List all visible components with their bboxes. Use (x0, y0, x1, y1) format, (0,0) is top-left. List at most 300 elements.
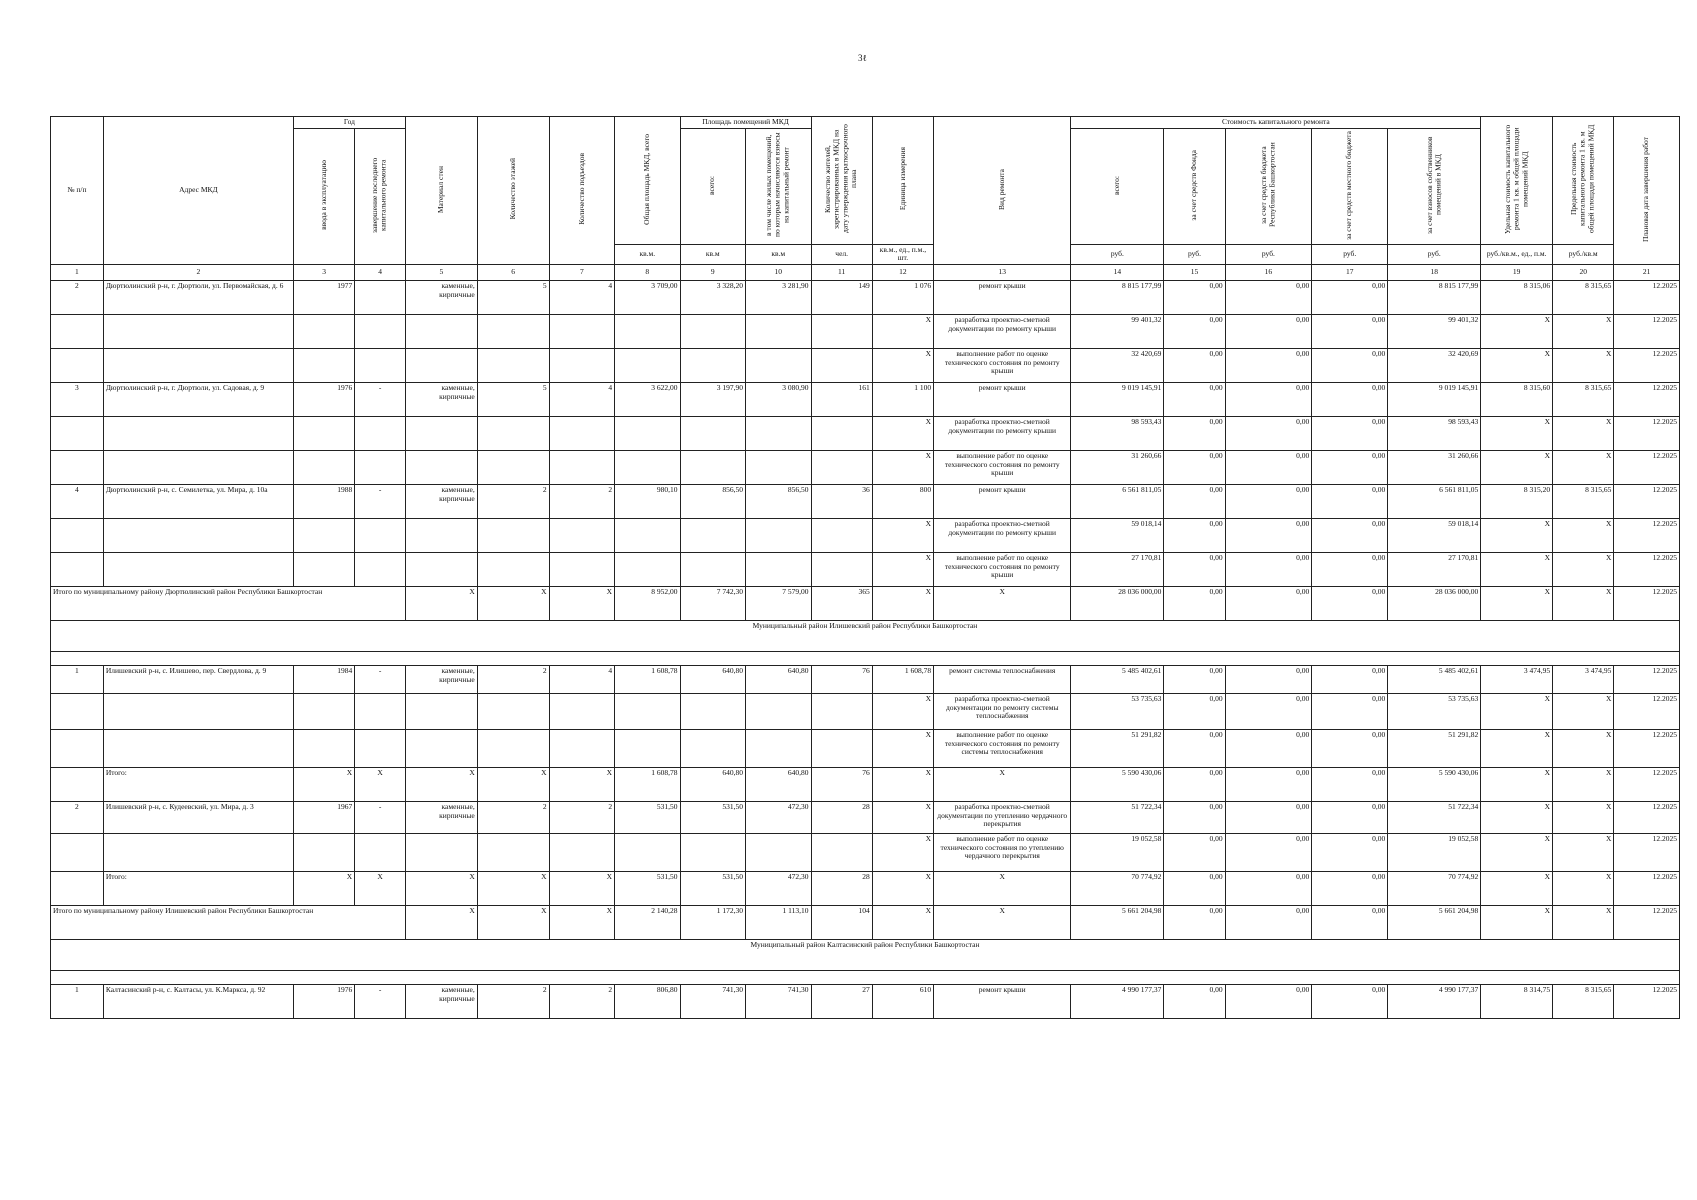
cell-c20: 3 474,95 (1553, 665, 1614, 693)
cell-wall: X (405, 871, 477, 905)
header-floors: Количество этажей (477, 117, 549, 265)
cell-n (51, 833, 104, 871)
column-number: 12 (872, 264, 933, 280)
cell-d: 12.2025 (1614, 801, 1680, 833)
cell-wall (405, 729, 477, 767)
cell-p: 104 (811, 905, 872, 939)
cell-c15: 0,00 (1164, 871, 1225, 905)
cell-d: 12.2025 (1614, 416, 1680, 450)
cell-c19: X (1481, 450, 1553, 484)
cell-a9 (680, 450, 745, 484)
cell-y1 (293, 833, 354, 871)
cell-u: 1 076 (872, 280, 933, 314)
cell-c17: 0,00 (1312, 484, 1388, 518)
column-number: 4 (355, 264, 406, 280)
cell-y2: - (355, 484, 406, 518)
table-row (51, 382, 1680, 416)
cell-c18: 70 774,92 (1388, 871, 1481, 905)
cell-wall: X (405, 905, 477, 939)
cell-a10 (746, 518, 812, 552)
cell-en: X (549, 871, 614, 905)
cell-d: 12.2025 (1614, 518, 1680, 552)
table-header (51, 117, 1680, 281)
cell-c16: 0,00 (1225, 450, 1312, 484)
cell-a10: 741,30 (746, 984, 812, 1018)
cell-c18: 32 420,69 (1388, 348, 1481, 382)
cell-wall (405, 518, 477, 552)
cell-a10: 640,80 (746, 665, 812, 693)
table-row (51, 518, 1680, 552)
cell-a9 (680, 416, 745, 450)
cell-a8: 3 709,00 (615, 280, 680, 314)
cell-a9 (680, 552, 745, 586)
cell-c16: 0,00 (1225, 729, 1312, 767)
cell-en: 4 (549, 280, 614, 314)
cell-d: 12.2025 (1614, 984, 1680, 1018)
cell-en: 4 (549, 665, 614, 693)
cell-c14: 28 036 000,00 (1071, 586, 1164, 620)
cell-c14: 59 018,14 (1071, 518, 1164, 552)
cell-a8: 8 952,00 (615, 586, 680, 620)
cell-a8: 531,50 (615, 871, 680, 905)
cell-p: 27 (811, 984, 872, 1018)
section-title: Муниципальный район Калтасинский район Республики Башкортостан (51, 939, 1680, 970)
unit-r18: руб. (1388, 244, 1481, 264)
unit-r20: руб./кв.м (1553, 244, 1614, 264)
column-number: 8 (615, 264, 680, 280)
cell-a9: 640,80 (680, 767, 745, 801)
cell-c15: 0,00 (1164, 348, 1225, 382)
cell-en: 2 (549, 484, 614, 518)
cell-c17: 0,00 (1312, 314, 1388, 348)
column-number: 9 (680, 264, 745, 280)
cell-c20: X (1553, 450, 1614, 484)
cell-y2 (355, 348, 406, 382)
header-limit-cost: Предельная стоимость капитального ремонта 1 кв. м общей площади помещений МКД (1553, 117, 1614, 245)
cell-n (51, 416, 104, 450)
column-number: 3 (293, 264, 354, 280)
cell-w: выполнение работ по оценке технического состояния по ремонту крыши (934, 552, 1071, 586)
cell-en (549, 518, 614, 552)
cell-n (51, 314, 104, 348)
table-row (51, 801, 1680, 833)
cell-c18: 6 561 811,05 (1388, 484, 1481, 518)
column-number: 2 (103, 264, 293, 280)
cell-a9: 1 172,30 (680, 905, 745, 939)
cell-c16: 0,00 (1225, 314, 1312, 348)
cell-c18: 19 052,58 (1388, 833, 1481, 871)
cell-en: X (549, 767, 614, 801)
cell-y2: X (355, 767, 406, 801)
column-number: 19 (1481, 264, 1553, 280)
cell-u: X (872, 314, 933, 348)
column-number: 15 (1164, 264, 1225, 280)
cell-en (549, 450, 614, 484)
column-number: 21 (1614, 264, 1680, 280)
section-kaltasy (51, 939, 1680, 970)
cell-c16: 0,00 (1225, 348, 1312, 382)
cell-y2 (355, 833, 406, 871)
cell-a8 (615, 314, 680, 348)
cell-c15: 0,00 (1164, 833, 1225, 871)
cell-fl (477, 518, 549, 552)
cell-p (811, 552, 872, 586)
header-fund: за счет средств Фонда (1164, 129, 1225, 245)
cell-c20: 8 315,65 (1553, 382, 1614, 416)
cell-c15: 0,00 (1164, 484, 1225, 518)
cell-c20: X (1553, 586, 1614, 620)
cell-c20: X (1553, 693, 1614, 729)
cell-w: ремонт крыши (934, 984, 1071, 1018)
district-total-label: Итого по муниципальному району Дюртюлинский район Республики Башкортостан (51, 586, 406, 620)
cell-a10: 640,80 (746, 767, 812, 801)
cell-u: X (872, 552, 933, 586)
cell-en (549, 348, 614, 382)
cell-c18: 5 485 402,61 (1388, 665, 1481, 693)
cell-c20: X (1553, 348, 1614, 382)
cell-a8 (615, 552, 680, 586)
cell-c17: 0,00 (1312, 833, 1388, 871)
cell-w: разработка проектно-сметной документации по ремонту крыши (934, 314, 1071, 348)
cell-u: X (872, 416, 933, 450)
cell-u: X (872, 871, 933, 905)
cell-c16: 0,00 (1225, 871, 1312, 905)
cell-p: 76 (811, 767, 872, 801)
cell-c16: 0,00 (1225, 280, 1312, 314)
cell-c17: 0,00 (1312, 871, 1388, 905)
cell-w: разработка проектно-сметной документации по ремонту системы теплоснабжения (934, 693, 1071, 729)
cell-c14: 31 260,66 (1071, 450, 1164, 484)
cell-c15: 0,00 (1164, 905, 1225, 939)
cell-d: 12.2025 (1614, 348, 1680, 382)
cell-p (811, 693, 872, 729)
cell-c17: 0,00 (1312, 905, 1388, 939)
cell-c19: X (1481, 905, 1553, 939)
cell-y1: 1976 (293, 382, 354, 416)
cell-n (51, 693, 104, 729)
cell-d: 12.2025 (1614, 280, 1680, 314)
cell-c15: 0,00 (1164, 314, 1225, 348)
cell-c20: 8 315,65 (1553, 984, 1614, 1018)
column-numbers-row (51, 264, 1680, 280)
cell-p: 28 (811, 871, 872, 905)
cell-a9: 531,50 (680, 801, 745, 833)
cell-u: X (872, 450, 933, 484)
cell-c20: 8 315,65 (1553, 484, 1614, 518)
cell-a8: 1 608,78 (615, 665, 680, 693)
cell-u: 1 100 (872, 382, 933, 416)
cell-fl: 5 (477, 280, 549, 314)
header-address: Адрес МКД (103, 117, 293, 265)
cell-a9 (680, 314, 745, 348)
column-number: 11 (811, 264, 872, 280)
cell-a9: 7 742,30 (680, 586, 745, 620)
cell-c18: 53 735,63 (1388, 693, 1481, 729)
cell-p (811, 314, 872, 348)
cell-a10 (746, 552, 812, 586)
cell-p: 365 (811, 586, 872, 620)
table-row (51, 871, 1680, 905)
cell-y1 (293, 693, 354, 729)
cell-w: ремонт крыши (934, 382, 1071, 416)
unit-area9: кв.м (680, 244, 745, 264)
cell-y1: 1976 (293, 984, 354, 1018)
cell-c14: 51 722,34 (1071, 801, 1164, 833)
cell-c15: 0,00 (1164, 416, 1225, 450)
cell-a10 (746, 450, 812, 484)
header-deadline: Плановая дата завершения работ (1614, 117, 1680, 265)
cell-c16: 0,00 (1225, 382, 1312, 416)
cell-en: 2 (549, 801, 614, 833)
cell-y1 (293, 518, 354, 552)
cell-a8: 3 622,00 (615, 382, 680, 416)
column-number: 20 (1553, 264, 1614, 280)
cell-u: X (872, 767, 933, 801)
cell-p: 76 (811, 665, 872, 693)
cell-c18: 99 401,32 (1388, 314, 1481, 348)
cell-c17: 0,00 (1312, 416, 1388, 450)
cell-p (811, 729, 872, 767)
unit-area10: кв.м (746, 244, 812, 264)
cell-n (51, 729, 104, 767)
cell-y1 (293, 348, 354, 382)
cell-c14: 5 590 430,06 (1071, 767, 1164, 801)
table-row (51, 416, 1680, 450)
cell-c19: X (1481, 314, 1553, 348)
cell-addr: Итого: (103, 767, 293, 801)
column-number: 16 (1225, 264, 1312, 280)
cell-wall (405, 833, 477, 871)
cell-en (549, 314, 614, 348)
cell-c18: 51 291,82 (1388, 729, 1481, 767)
cell-y2 (355, 693, 406, 729)
cell-c19: 8 315,20 (1481, 484, 1553, 518)
cell-c20: X (1553, 801, 1614, 833)
cell-w: выполнение работ по оценке технического состояния по ремонту системы теплоснабжения (934, 729, 1071, 767)
cell-p (811, 416, 872, 450)
cell-c14: 19 052,58 (1071, 833, 1164, 871)
cell-c16: 0,00 (1225, 833, 1312, 871)
cell-y1: X (293, 871, 354, 905)
cell-a8 (615, 693, 680, 729)
cell-wall (405, 314, 477, 348)
cell-c18: 51 722,34 (1388, 801, 1481, 833)
cell-p (811, 348, 872, 382)
cell-p: 161 (811, 382, 872, 416)
cell-c16: 0,00 (1225, 484, 1312, 518)
unit-r15: руб. (1164, 244, 1225, 264)
cell-p (811, 450, 872, 484)
column-number: 10 (746, 264, 812, 280)
cell-d: 12.2025 (1614, 484, 1680, 518)
cell-fl (477, 552, 549, 586)
cell-y1: 1988 (293, 484, 354, 518)
cell-addr: Илишевский р-н, с. Илишево, пер. Свердлова, д. 9 (103, 665, 293, 693)
spacer-row (51, 970, 1680, 984)
cell-c20: X (1553, 905, 1614, 939)
cell-n: 4 (51, 484, 104, 518)
column-number: 13 (934, 264, 1071, 280)
district-total-row (51, 905, 1680, 939)
cell-d: 12.2025 (1614, 586, 1680, 620)
cell-addr (103, 314, 293, 348)
cell-en (549, 833, 614, 871)
cell-c19: X (1481, 586, 1553, 620)
cell-wall (405, 348, 477, 382)
cell-c20: X (1553, 518, 1614, 552)
header-walls: Материал стен (405, 117, 477, 265)
table-row (51, 280, 1680, 314)
cell-c16: 0,00 (1225, 984, 1312, 1018)
cell-en (549, 693, 614, 729)
header-local: за счет средств местного бюджета (1312, 129, 1388, 245)
cell-en: 2 (549, 984, 614, 1018)
cell-y1 (293, 552, 354, 586)
header-work-type: Вид ремонта (934, 117, 1071, 265)
cell-n: 3 (51, 382, 104, 416)
cell-en (549, 552, 614, 586)
table-row (51, 348, 1680, 382)
cell-a10 (746, 693, 812, 729)
column-number: 5 (405, 264, 477, 280)
page-number: 3ℓ (858, 53, 867, 63)
cell-c19: 8 314,75 (1481, 984, 1553, 1018)
cell-a8: 980,10 (615, 484, 680, 518)
cell-wall: каменные, кирпичные (405, 665, 477, 693)
cell-w: X (934, 767, 1071, 801)
cell-fl: X (477, 871, 549, 905)
cell-w: разработка проектно-сметной документации по утеплению чердачного перекрытия (934, 801, 1071, 833)
cell-c17: 0,00 (1312, 801, 1388, 833)
cell-w: X (934, 586, 1071, 620)
cell-d: 12.2025 (1614, 665, 1680, 693)
cell-c14: 32 420,69 (1071, 348, 1164, 382)
cell-c17: 0,00 (1312, 382, 1388, 416)
cell-addr: Дюртюлинский р-н, г. Дюртюли, ул. Садовая, д. 9 (103, 382, 293, 416)
cell-fl (477, 450, 549, 484)
cell-c19: X (1481, 518, 1553, 552)
cell-y2 (355, 450, 406, 484)
cell-c19: X (1481, 348, 1553, 382)
cell-y1: 1984 (293, 665, 354, 693)
cell-n: 1 (51, 984, 104, 1018)
cell-fl: 2 (477, 484, 549, 518)
cell-addr (103, 833, 293, 871)
table-row (51, 693, 1680, 729)
cell-wall: каменные, кирпичные (405, 382, 477, 416)
header-total-area: Общая площадь МКД, всего (615, 117, 680, 245)
unit-unit: кв.м., ед., п.м., шт. (872, 244, 933, 264)
cell-w: ремонт крыши (934, 280, 1071, 314)
cell-c15: 0,00 (1164, 665, 1225, 693)
unit-r14: руб. (1071, 244, 1164, 264)
spacer-row (51, 651, 1680, 665)
cell-w: ремонт крыши (934, 484, 1071, 518)
cell-n (51, 767, 104, 801)
header-num: № п/п (51, 117, 104, 265)
cell-y2: - (355, 382, 406, 416)
cell-c14: 5 485 402,61 (1071, 665, 1164, 693)
cell-c17: 0,00 (1312, 729, 1388, 767)
cell-a8 (615, 450, 680, 484)
unit-r16: руб. (1225, 244, 1312, 264)
cell-u: X (872, 693, 933, 729)
cell-d: 12.2025 (1614, 729, 1680, 767)
cell-c19: X (1481, 693, 1553, 729)
cell-c18: 98 593,43 (1388, 416, 1481, 450)
cell-a10 (746, 729, 812, 767)
cell-a9: 531,50 (680, 871, 745, 905)
cell-c16: 0,00 (1225, 905, 1312, 939)
cell-c15: 0,00 (1164, 801, 1225, 833)
cell-c16: 0,00 (1225, 693, 1312, 729)
cell-wall (405, 693, 477, 729)
cell-u: X (872, 586, 933, 620)
cell-u: X (872, 905, 933, 939)
cell-wall: X (405, 586, 477, 620)
cell-d: 12.2025 (1614, 382, 1680, 416)
cell-y2 (355, 416, 406, 450)
cell-c19: X (1481, 767, 1553, 801)
spacer-cell (51, 970, 1680, 984)
cell-c14: 99 401,32 (1071, 314, 1164, 348)
cell-a8 (615, 833, 680, 871)
cell-a9: 741,30 (680, 984, 745, 1018)
cell-n (51, 450, 104, 484)
cell-a8 (615, 729, 680, 767)
cell-a9 (680, 833, 745, 871)
cell-a10: 472,30 (746, 801, 812, 833)
cell-c19: X (1481, 833, 1553, 871)
cell-d: 12.2025 (1614, 905, 1680, 939)
header-entrances: Количество подъездов (549, 117, 614, 265)
cell-c16: 0,00 (1225, 801, 1312, 833)
cell-c16: 0,00 (1225, 552, 1312, 586)
cell-y1 (293, 450, 354, 484)
cell-p: 28 (811, 801, 872, 833)
header-unit: Единица измерения (872, 117, 933, 245)
cell-c20: X (1553, 729, 1614, 767)
cell-d: 12.2025 (1614, 693, 1680, 729)
cell-c15: 0,00 (1164, 518, 1225, 552)
cell-c18: 9 019 145,91 (1388, 382, 1481, 416)
cell-a8: 806,80 (615, 984, 680, 1018)
cell-y1 (293, 416, 354, 450)
capital-repair-table (50, 116, 1680, 1019)
cell-c17: 0,00 (1312, 984, 1388, 1018)
cell-d: 12.2025 (1614, 552, 1680, 586)
cell-addr (103, 693, 293, 729)
cell-c20: X (1553, 552, 1614, 586)
cell-a10: 856,50 (746, 484, 812, 518)
cell-n: 1 (51, 665, 104, 693)
cell-a10: 7 579,00 (746, 586, 812, 620)
cell-c15: 0,00 (1164, 729, 1225, 767)
cell-w: выполнение работ по оценке технического состояния по ремонту крыши (934, 348, 1071, 382)
header-republic: за счет средств бюджета Республики Башкортостан (1225, 129, 1312, 245)
cell-c14: 6 561 811,05 (1071, 484, 1164, 518)
cell-c16: 0,00 (1225, 665, 1312, 693)
cell-c19: X (1481, 416, 1553, 450)
cell-a9 (680, 693, 745, 729)
cell-addr: Итого: (103, 871, 293, 905)
cell-addr (103, 552, 293, 586)
cell-addr (103, 416, 293, 450)
district-total-label: Итого по муниципальному району Илишевский район Республики Башкортостан (51, 905, 406, 939)
cell-fl: X (477, 586, 549, 620)
cell-a9 (680, 518, 745, 552)
cell-a10 (746, 833, 812, 871)
